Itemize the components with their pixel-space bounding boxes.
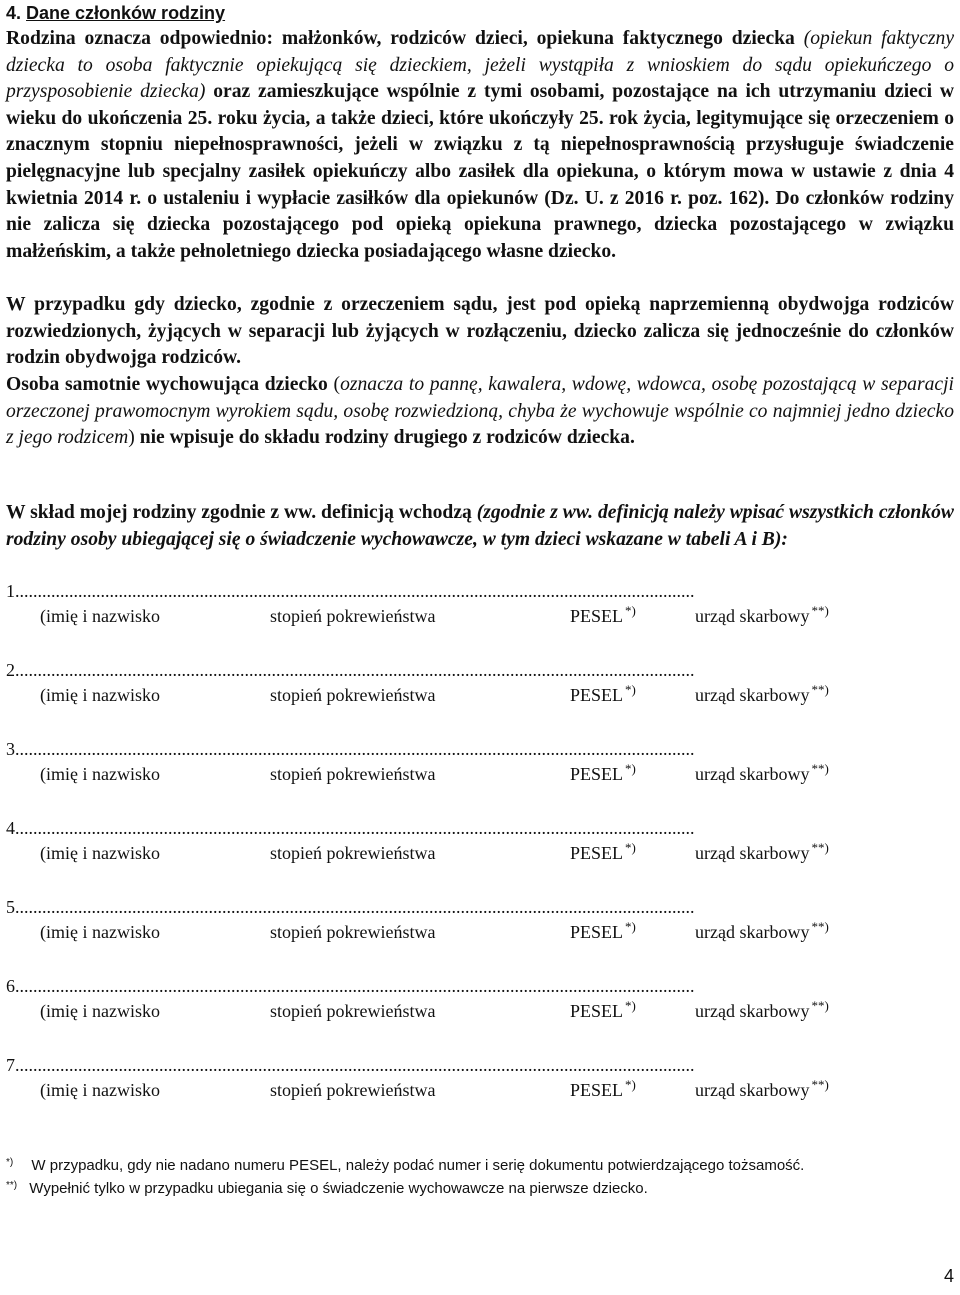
label-pesel-text: PESEL <box>570 685 624 705</box>
entry-number: 7 <box>6 1055 15 1075</box>
section-title: Dane członków rodziny <box>26 3 226 23</box>
entry-number: 1 <box>6 581 15 601</box>
text-run: ( <box>333 374 341 395</box>
footnote-reference: **) <box>811 761 829 776</box>
label-relation <box>270 1079 435 1101</box>
label-tax-office-text: urząd skarbowy <box>695 922 810 942</box>
entry-fill-line[interactable]: 3....................................................................................................................................................... <box>6 739 695 759</box>
label-tax-office <box>695 605 829 629</box>
footnote-reference: *) <box>625 603 636 618</box>
label-name-text: (imię i nazwisko <box>40 843 160 863</box>
label-name-text: (imię i nazwisko <box>40 606 160 626</box>
footnote-reference: *) <box>625 682 636 697</box>
label-relation <box>270 921 435 943</box>
entry-dots: ...................................................................................................................................................... <box>19 897 695 917</box>
label-tax-office-text: urząd skarbowy <box>695 843 810 863</box>
label-relation-text: stopień pokrewieństwa <box>270 685 436 705</box>
label-tax-office-text: urząd skarbowy <box>695 1001 810 1021</box>
footnote-text: Wypełnić tylko w przypadku ubiegania się o świadczenie wychowawcze na pierwsze dziecko. <box>29 1180 648 1197</box>
footnote-reference: *) <box>625 840 636 855</box>
text-run: Osoba samotnie wychowująca dziecko <box>6 374 334 395</box>
label-pesel-text: PESEL <box>570 843 624 863</box>
footnote-reference: **) <box>811 998 829 1013</box>
label-name-text: (imię i nazwisko <box>40 1080 160 1100</box>
label-pesel <box>570 684 636 708</box>
label-name <box>40 763 160 785</box>
footnote-mark: **) <box>6 1180 18 1191</box>
footnote-text: W przypadku, gdy nie nadano numeru PESEL, należy podać numer i serię dokumentu potwierdzającego tożsamość. <box>31 1157 805 1174</box>
label-tax-office <box>695 842 829 866</box>
footnote-reference: *) <box>625 1077 636 1092</box>
entry-number: 4 <box>6 818 15 838</box>
footnote-reference: **) <box>811 682 829 697</box>
entry-dots: ...................................................................................................................................................... <box>19 1055 695 1075</box>
label-name-text: (imię i nazwisko <box>40 922 160 942</box>
label-relation <box>270 1000 435 1022</box>
entry-fill-line[interactable]: 4....................................................................................................................................................... <box>6 818 695 838</box>
label-tax-office-text: urząd skarbowy <box>695 685 810 705</box>
label-tax-office <box>695 763 829 787</box>
label-pesel-text: PESEL <box>570 606 624 626</box>
label-tax-office <box>695 1079 829 1103</box>
label-tax-office <box>695 684 829 708</box>
entry-dots: ...................................................................................................................................................... <box>19 976 695 996</box>
footnote-reference: **) <box>811 840 829 855</box>
entry-dots: ...................................................................................................................................................... <box>19 739 695 759</box>
entry-fill-line[interactable]: 5....................................................................................................................................................... <box>6 897 695 917</box>
label-relation <box>270 684 435 706</box>
label-name-text: (imię i nazwisko <box>40 1001 160 1021</box>
entry-number: 5 <box>6 897 15 917</box>
entry-number: 2 <box>6 660 15 680</box>
paragraph-alternating-custody <box>6 292 954 372</box>
text-run: ) <box>128 427 140 449</box>
paragraph-family-composition <box>6 500 954 553</box>
footnote-reference: **) <box>811 603 829 618</box>
footnote-reference: **) <box>811 919 829 934</box>
text-run: (zgodnie z ww. definicją należy wpisać wszystkich członków rodziny osoby ubiegającej się o świadczenie wychowawcze, w tym dzieci wskazane w tabeli A i B): <box>6 502 954 550</box>
entry-dots: ...................................................................................................................................................... <box>19 660 695 680</box>
label-pesel <box>570 605 636 629</box>
label-pesel-text: PESEL <box>570 1001 624 1021</box>
label-name <box>40 684 160 706</box>
label-pesel <box>570 842 636 866</box>
label-tax-office <box>695 1000 829 1024</box>
label-relation <box>270 605 435 627</box>
label-pesel-text: PESEL <box>570 922 624 942</box>
text-run: Rodzina oznacza odpowiednio: małżonków, rodziców dzieci, opiekuna faktycznego dziecka <box>6 28 804 49</box>
label-relation <box>270 763 435 785</box>
label-relation-text: stopień pokrewieństwa <box>270 1080 436 1100</box>
section-heading <box>6 2 225 24</box>
paragraph-family-definition <box>6 26 954 265</box>
entry-fill-line[interactable]: 1....................................................................................................................................................... <box>6 581 695 601</box>
text-run: W skład mojej rodziny zgodnie z ww. definicją wchodzą <box>6 502 477 523</box>
entry-number: 3 <box>6 739 15 759</box>
label-pesel-text: PESEL <box>570 1080 624 1100</box>
entry-dots: ...................................................................................................................................................... <box>19 818 695 838</box>
label-tax-office <box>695 921 829 945</box>
section-number: 4. <box>6 3 22 23</box>
label-name <box>40 921 160 943</box>
footnote-reference: *) <box>625 919 636 934</box>
label-name <box>40 1000 160 1022</box>
label-name-text: (imię i nazwisko <box>40 685 160 705</box>
label-pesel <box>570 921 636 945</box>
entry-fill-line[interactable]: 2....................................................................................................................................................... <box>6 660 695 680</box>
footnote-reference: *) <box>625 761 636 776</box>
label-relation-text: stopień pokrewieństwa <box>270 764 436 784</box>
label-name-text: (imię i nazwisko <box>40 764 160 784</box>
label-tax-office-text: urząd skarbowy <box>695 606 810 626</box>
text-run: oraz zamieszkujące wspólnie z tymi osobami, pozostające na ich utrzymaniu dzieci w wieku do ukończenia 25. roku życia, a także dzieci, które ukończyły 25. rok życia, legitymujące się orzeczeniem o znacznym stopniu niepełnosprawności, jeżeli w związku z tą niepełnosprawnością przysługuje świadczenie pielęgnacyjne lub specjalny zasiłek opiekuńczy albo zasiłek dla opiekuna, o którym mowa w ustawie z dnia 4 kwietnia 2014 r. o ustaleniu i wypłacie zasiłków dla opiekunów (Dz. U. z 2016 r. poz. 162). Do członków rodziny nie zalicza się dziecka pozostającego pod opieką opiekuna prawnego, dziecka pozostającego w związku małżeńskim, a także pełnoletniego dziecka posiadającego własne dziecko. <box>6 81 954 262</box>
text-run: nie wpisuje do składu rodziny drugiego z rodziców dziecka. <box>139 427 635 449</box>
entry-fill-line[interactable]: 6....................................................................................................................................................... <box>6 976 695 996</box>
footnote-mark: *) <box>6 1157 14 1168</box>
label-relation-text: stopień pokrewieństwa <box>270 1001 436 1021</box>
text-run: W przypadku gdy dziecko, zgodnie z orzeczeniem sądu, jest pod opieką naprzemienną obydwojga rodziców rozwiedzionych, żyjących w separacji lub żyjących w rozłączeniu, dziecko zalicza się jednocześnie do członków rodzin obydwojga rodziców. <box>6 294 954 369</box>
entry-dots: ...................................................................................................................................................... <box>19 581 695 601</box>
text-run: oznacza to pannę, kawalera, wdowę, wdowca, osobę pozostającą w separacji orzeczonej prawomocnym wyrokiem sądu, osobę rozwiedzioną, chyba że wychowuje wspólnie co najmniej jedno dziecko z jego rodzicem <box>6 374 954 449</box>
label-relation <box>270 842 435 864</box>
footnote-first-child <box>6 1178 954 1200</box>
footnote-reference: **) <box>811 1077 829 1092</box>
label-pesel <box>570 1000 636 1024</box>
label-name <box>40 842 160 864</box>
page-number: 4 <box>943 1266 954 1286</box>
entry-fill-line[interactable]: 7....................................................................................................................................................... <box>6 1055 695 1075</box>
label-tax-office-text: urząd skarbowy <box>695 1080 810 1100</box>
entry-number: 6 <box>6 976 15 996</box>
text-run: (opiekun faktyczny dziecka to osoba faktycznie opiekującą się dzieckiem, jeżeli wystąpiła z wnioskiem do sądu opiekuńczego o przysposobienie dziecka) <box>6 28 955 103</box>
footnote-pesel <box>6 1155 954 1177</box>
footnote-reference: *) <box>625 998 636 1013</box>
label-relation-text: stopień pokrewieństwa <box>270 606 436 626</box>
label-relation-text: stopień pokrewieństwa <box>270 843 436 863</box>
paragraph-single-parent <box>6 372 954 452</box>
label-pesel <box>570 1079 636 1103</box>
label-tax-office-text: urząd skarbowy <box>695 764 810 784</box>
label-pesel-text: PESEL <box>570 764 624 784</box>
label-relation-text: stopień pokrewieństwa <box>270 922 436 942</box>
label-name <box>40 1079 160 1101</box>
label-pesel <box>570 763 636 787</box>
label-name <box>40 605 160 627</box>
